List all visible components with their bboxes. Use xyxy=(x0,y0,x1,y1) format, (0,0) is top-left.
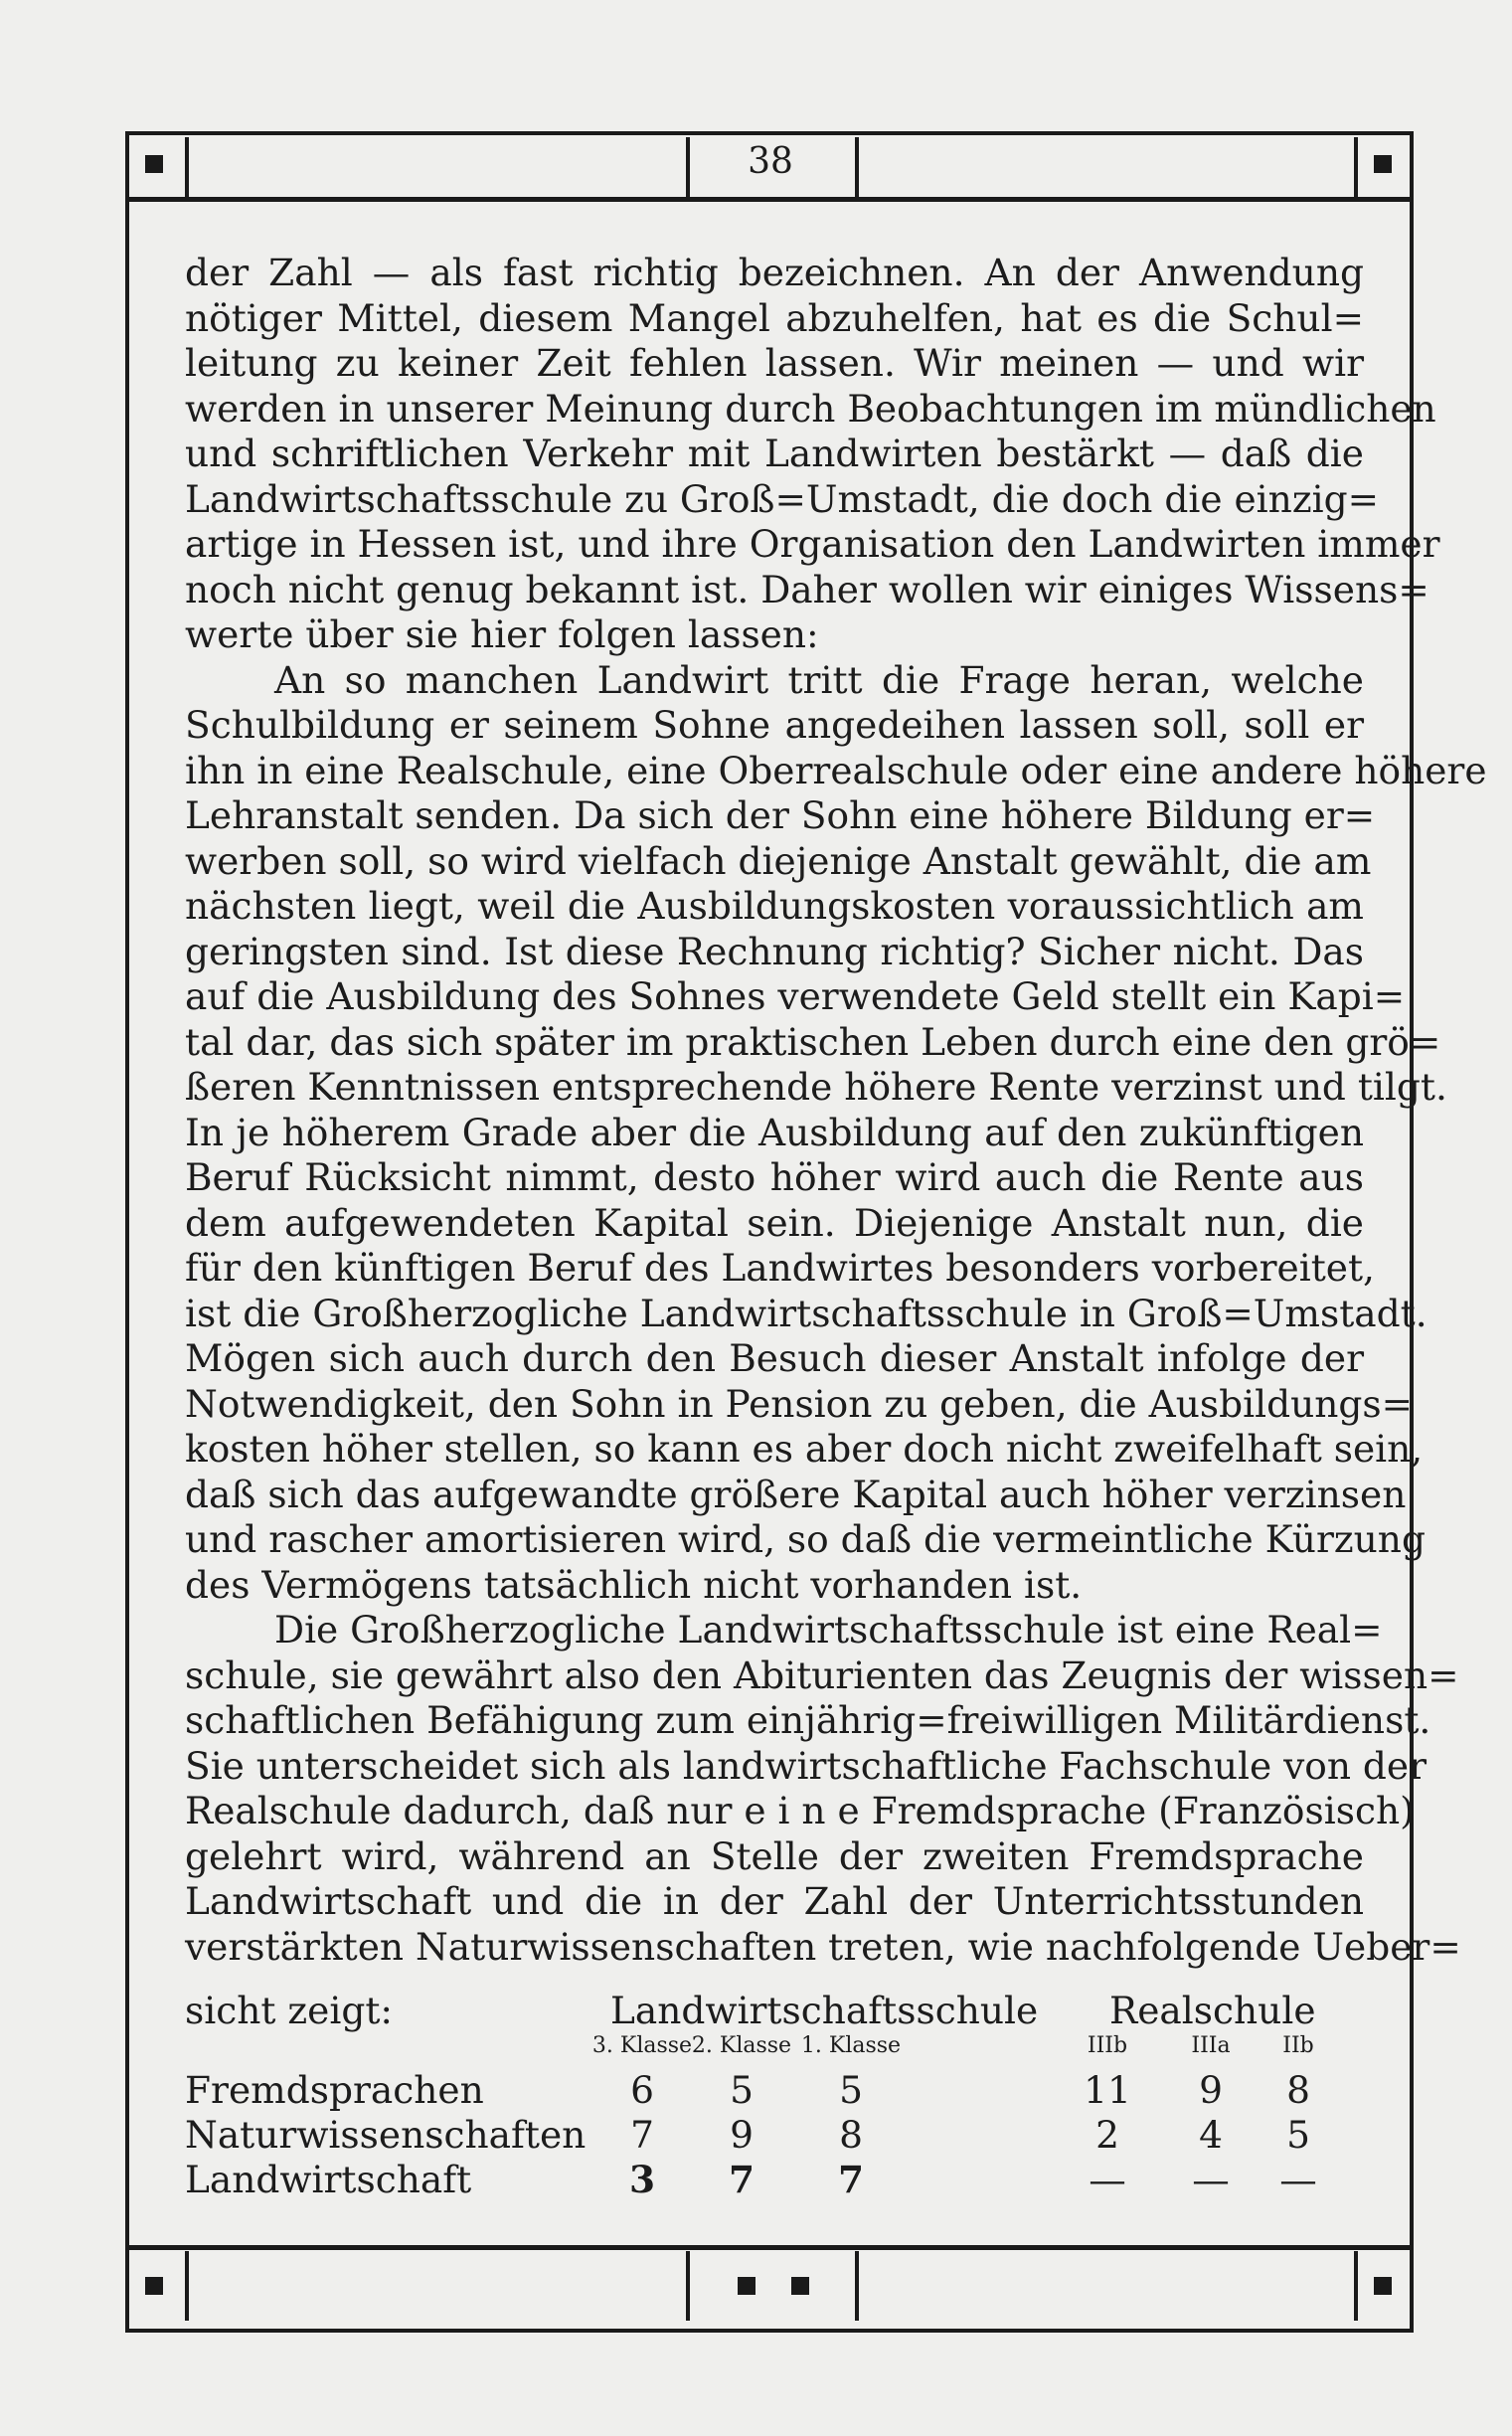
class-label: IIIb xyxy=(1087,2033,1128,2058)
text-line: Schulbildung er seinem Sohne angedeihen lassen soll, soll er xyxy=(185,703,1364,747)
ornament-bar xyxy=(855,2251,859,2321)
table-cell: 3 xyxy=(628,2158,656,2201)
text-line: ßeren Kenntnissen entsprechende höhere Rente verzinst und tilgt. xyxy=(185,1065,1447,1109)
text-line: ist die Großherzogliche Landwirtschaftsschule in Groß=Umstadt. xyxy=(185,1291,1428,1335)
text-line: tal dar, das sich später im praktischen Leben durch eine den grö= xyxy=(185,1019,1441,1064)
class-label: 1. Klasse xyxy=(800,2033,902,2058)
class-label: 2. Klasse xyxy=(691,2033,792,2058)
text-line: Landwirtschaftsschule zu Groß=Umstadt, die doch die einzig= xyxy=(185,476,1380,521)
table-cell: — xyxy=(1279,2158,1317,2201)
ornament-bar xyxy=(855,137,859,197)
class-label: IIIa xyxy=(1191,2033,1231,2058)
table-cell: 9 xyxy=(1199,2068,1223,2112)
ornament-bar xyxy=(185,137,189,197)
class-label: IIb xyxy=(1282,2033,1314,2058)
text-line: dem aufgewendeten Kapital sein. Diejenige Anstalt nun, die xyxy=(185,1200,1364,1245)
text-line: An so manchen Landwirt tritt die Frage heran, welche xyxy=(274,657,1364,702)
page-number: 38 xyxy=(748,141,793,182)
table-row xyxy=(185,2158,1364,2202)
table-cell: 4 xyxy=(1199,2113,1223,2157)
ornament-bar xyxy=(686,2251,690,2321)
ornament-bar xyxy=(1354,137,1358,197)
table-cell: 2 xyxy=(1095,2113,1119,2157)
text-line: des Vermögens tatsächlich nicht vorhanden ist. xyxy=(185,1562,1083,1607)
ornament-square xyxy=(1374,2277,1392,2295)
text-line: Sie unterscheidet sich als landwirtschaftliche Fachschule von der xyxy=(185,1743,1428,1788)
ornament-square xyxy=(145,155,163,173)
header-rule xyxy=(125,197,1414,202)
ornament-bar xyxy=(185,2251,189,2321)
overview-header xyxy=(185,1989,1364,2034)
class-label: 3. Klasse xyxy=(591,2033,693,2058)
text-line: kosten höher stellen, so kann es aber doch nicht zweifelhaft sein, xyxy=(185,1427,1424,1471)
ornament-square xyxy=(738,2277,756,2295)
table-cell: 7 xyxy=(728,2158,756,2201)
ornament-bar xyxy=(1354,2251,1358,2321)
text-line: leitung zu keiner Zeit fehlen lassen. Wir meinen — und wir xyxy=(185,341,1364,385)
table-cell: 5 xyxy=(839,2068,863,2112)
table-cell: 7 xyxy=(837,2158,865,2201)
text-line: geringsten sind. Ist diese Rechnung richtig? Sicher nicht. Das xyxy=(185,929,1364,973)
text-line: noch nicht genug bekannt ist. Daher wollen wir einiges Wissens= xyxy=(185,567,1429,611)
table-cell: 6 xyxy=(630,2068,654,2112)
text-line: schule, sie gewährt also den Abiturienten das Zeugnis der wissen= xyxy=(185,1653,1459,1697)
class-labels xyxy=(185,2033,1364,2063)
school-a-heading: Landwirtschaftsschule xyxy=(610,1989,1039,2032)
text-line: und rascher amortisieren wird, so daß die vermeintliche Kürzung xyxy=(185,1517,1426,1561)
text-line: werden in unserer Meinung durch Beobachtungen im mündlichen xyxy=(185,386,1436,431)
text-line: nächsten liegt, weil die Ausbildungskosten voraussichtlich am xyxy=(185,884,1364,928)
table-cell: 8 xyxy=(839,2113,863,2157)
subject-label: Landwirtschaft xyxy=(185,2158,472,2201)
text-line: Mögen sich auch durch den Besuch dieser Anstalt infolge der xyxy=(185,1336,1364,1380)
paragraph xyxy=(185,657,1487,1609)
table-row xyxy=(185,2113,1364,2158)
text-line: Die Großherzogliche Landwirtschaftsschule ist eine Real= xyxy=(274,1608,1383,1652)
ornament-square xyxy=(1374,155,1392,173)
text-line: verstärkten Naturwissenschaften treten, wie nachfolgende Ueber= xyxy=(185,1924,1461,1969)
text-line: für den künftigen Beruf des Landwirtes besonders vorbereitet, xyxy=(185,1246,1375,1290)
text-line: Realschule dadurch, daß nur e i n e Fremdsprache (Französisch) xyxy=(185,1789,1415,1832)
table-cell: 11 xyxy=(1084,2068,1131,2112)
text-line: der Zahl — als fast richtig bezeichnen. An der Anwendung xyxy=(185,251,1364,294)
subject-label: Naturwissenschaften xyxy=(185,2113,587,2157)
table-cell: 9 xyxy=(730,2113,754,2157)
body-text xyxy=(185,251,1487,1970)
footer-rule xyxy=(125,2245,1414,2250)
text-line: schaftlichen Befähigung zum einjährig=freiwilligen Militärdienst. xyxy=(185,1698,1431,1742)
text-line: gelehrt wird, während an Stelle der zweiten Fremdsprache xyxy=(185,1833,1364,1878)
table-cell: 5 xyxy=(1286,2113,1310,2157)
table-row xyxy=(185,2068,1364,2113)
text-line: Notwendigkeit, den Sohn in Pension zu geben, die Ausbildungs= xyxy=(185,1381,1414,1426)
table-cell: 8 xyxy=(1286,2068,1310,2112)
ornament-bar xyxy=(686,137,690,197)
table-cell: 5 xyxy=(730,2068,754,2112)
text-line: auf die Ausbildung des Sohnes verwendete Geld stellt ein Kapi= xyxy=(185,974,1406,1018)
text-line: nötiger Mittel, diesem Mangel abzuhelfen, hat es die Schul= xyxy=(185,295,1364,340)
paragraph xyxy=(185,251,1440,658)
text-line: werben soll, so wird vielfach diejenige Anstalt gewählt, die am xyxy=(185,838,1372,883)
table-cell: — xyxy=(1192,2158,1230,2201)
overview-lead: sicht zeigt: xyxy=(185,1989,394,2032)
text-line: Lehranstalt senden. Da sich der Sohn eine höhere Bildung er= xyxy=(185,793,1376,837)
text-line: Beruf Rücksicht nimmt, desto höher wird auch die Rente aus xyxy=(185,1155,1364,1199)
text-line: Landwirtschaft und die in der Zahl der Unterrichtsstunden xyxy=(185,1879,1364,1923)
ornament-square xyxy=(145,2277,163,2295)
text-line: artige in Hessen ist, und ihre Organisation den Landwirten immer xyxy=(185,522,1440,566)
paragraph xyxy=(185,1608,1461,1970)
ornament-square xyxy=(791,2277,809,2295)
text-line: ihn in eine Realschule, eine Oberrealschule oder eine andere höhere xyxy=(185,748,1487,792)
table-cell: 7 xyxy=(630,2113,654,2157)
text-line: und schriftlichen Verkehr mit Landwirten bestärkt — daß die xyxy=(185,432,1364,475)
hours-table xyxy=(185,2068,1364,2202)
subject-label: Fremdsprachen xyxy=(185,2068,484,2112)
text-line: daß sich das aufgewandte größere Kapital auch höher verzinsen xyxy=(185,1472,1407,1516)
text-line: werte über sie hier folgen lassen: xyxy=(185,612,819,656)
table-cell: — xyxy=(1089,2158,1126,2201)
text-line: In je höherem Grade aber die Ausbildung auf den zukünftigen xyxy=(185,1110,1364,1154)
school-b-heading: Realschule xyxy=(1109,1989,1316,2032)
